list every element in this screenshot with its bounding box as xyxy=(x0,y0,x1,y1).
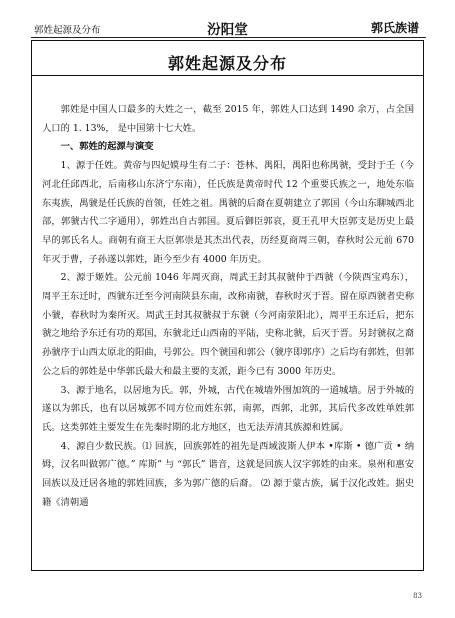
article-body xyxy=(42,101,414,512)
header-divider xyxy=(31,37,426,38)
intro-paragraph: 郭姓是中国人口最多的大姓之一，截至 2015 年，郭姓人口达到 1490 余万，占全国人口的 1. 13%， 是中国第十七大姓。 xyxy=(42,104,414,134)
title-divider xyxy=(32,75,423,76)
page-header xyxy=(0,18,455,36)
page-title: 郭姓起源及分布 xyxy=(167,54,287,73)
section-heading: 一、郭姓的起源与演变 xyxy=(60,141,154,153)
paragraph-origin-place: 3、源于地名，以居地为氏。郭，外城，古代在城墙外围加筑的一道城墙。居于外城的遂以为郭氏，也有以居城郭不同方位而姓东郭，南郭，西郭，北郭，其后代多改姓单姓郭氏。这类郭姓主要发生在先秦时期的北方地区，也无法弄清其族源和姓属。 xyxy=(42,384,414,433)
header-left-text: 郭姓起源及分布 xyxy=(34,25,101,36)
header-center-text: 汾阳堂 xyxy=(207,22,248,38)
header-right-text: 郭氏族谱 xyxy=(370,21,419,35)
page-frame xyxy=(31,40,424,571)
paragraph-origin-ren: 1、源于任姓。黄帝与四妃嫫母生有二子：苍林、禺阳，禺阳也称禺虢，受封于壬（今河北任邱西北，后南移山东济宁东南），任氏族是黄帝时代 12 个重要氏族之一，地处东临东夷族，禺虢是任氏族的首领，任姓之祖。禺虢的后裔在夏朝建立了郭国（今山东聊城西北部，郭虢古代二字通用），郭姓出自古郭国。夏后御臣郭哀，夏王孔甲大臣郭支是历史上最早的郭氏名人。商朝有商王大臣郭崇是其杰出代表，历经夏商周三朝，春秋时公元前 670 年灭于曹，子孙遂以郭姓，距今至少有 4000 年历史。 xyxy=(42,160,414,265)
paragraph-origin-ji: 2、源于姬姓。公元前 1046 年周灭商，周武王封其叔虢仲于西虢（今陕西宝鸡东），周平王东迁时，西虢东迁至今河南陕县东南，改称南虢，春秋时灭于晋。留在原西虢者史称小虢，春秋时为秦所灭。周武王封其叔虢叔于东虢（今河南荥阳北），周平王东迁后，把东虢之地给予东迁有功的郑国，东虢北迁山西南的平陆，史称北虢，后灭于晋。另封虢叔之裔孙虢序于山西太原北的阳曲，号郭公。四个虢国和郭公（虢序即郭序）之后均有郭姓，但郭公之后的郭姓是中华郭氏最大和最主要的支派，距今已有 3000 年历史。 xyxy=(42,272,414,377)
page-number: 83 xyxy=(413,592,422,600)
paragraph-origin-minority: 4、源自少数民族。⑴ 回族，回族郭姓的祖先是西域波斯人伊本 •库斯 • 德广贡 • 纳姆，汉名叫做郭广德。” 库斯” 与 “郭氏” 谐音，这就是回族人汉字郭姓的由来。泉州和惠安回族以及迁居各地的郭姓回族，多为郭广德的后裔。 ⑵ 源于蒙古族，属于汉化改姓。据史籍《清朝通 xyxy=(42,440,414,508)
